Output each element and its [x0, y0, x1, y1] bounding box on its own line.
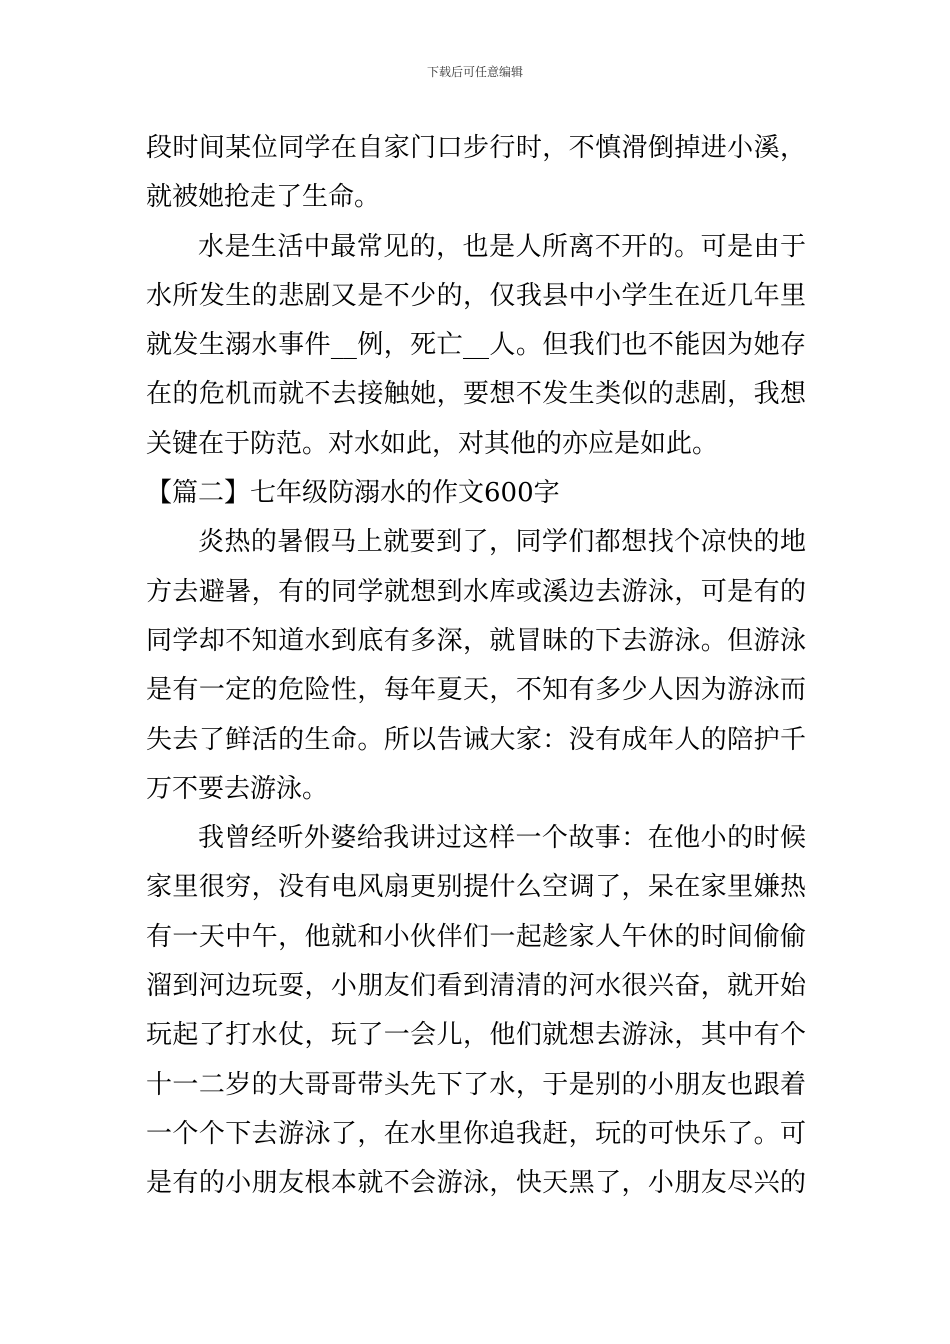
text-line: 在的危机而就不去接触她，要想不发生类似的悲剧，我想: [146, 379, 806, 410]
text-line: 十一二岁的大哥哥带头先下了水，于是别的小朋友也跟着: [146, 1069, 806, 1100]
text-line: 方去避暑，有的同学就想到水库或溪边去游泳，可是有的: [146, 576, 806, 607]
text-line: 关键在于防范。对水如此，对其他的亦应是如此。: [146, 428, 719, 459]
text-line: 一个个下去游泳了，在水里你追我赶，玩的可快乐了。可: [146, 1118, 806, 1149]
page-header: 下载后可任意编辑: [426, 65, 523, 79]
text-line: 同学却不知道水到底有多深，就冒昧的下去游泳。但游泳: [146, 625, 806, 656]
text-line: 玩起了打水仗，玩了一会儿，他们就想去游泳，其中有个: [146, 1020, 806, 1051]
text-line: 【篇二】七年级防溺水的作文600字: [146, 478, 560, 509]
text-line: 是有一定的危险性，每年夏天，不知有多少人因为游泳而: [146, 675, 806, 706]
text-line: 水所发生的悲剧又是不少的，仅我县中小学生在近几年里: [146, 280, 806, 311]
text-line: 就被她抢走了生命。: [146, 182, 381, 213]
text-line: 水是生活中最常见的，也是人所离不开的。可是由于: [198, 231, 806, 262]
text-line: 万不要去游泳。: [146, 773, 329, 804]
text-line: 我曾经听外婆给我讲过这样一个故事：在他小的时候: [198, 823, 806, 854]
text-line: 有一天中午，他就和小伙伴们一起趁家人午休的时间偷偷: [146, 921, 806, 952]
text-line: 就发生溺水事件__例，死亡__人。但我们也不能因为她存: [146, 330, 806, 361]
text-line: 家里很穷，没有电风扇更别提什么空调了，呆在家里嫌热: [146, 872, 806, 903]
text-line: 炎热的暑假马上就要到了，同学们都想找个凉快的地: [198, 527, 806, 558]
text-line: 溜到河边玩耍，小朋友们看到清清的河水很兴奋，就开始: [146, 971, 806, 1002]
document-body: [146, 128, 806, 1213]
text-line: 失去了鲜活的生命。所以告诫大家：没有成年人的陪护千: [146, 724, 806, 755]
text-line: 段时间某位同学在自家门口步行时，不慎滑倒掉进小溪，: [146, 133, 806, 163]
text-line: 是有的小朋友根本就不会游泳，快天黑了，小朋友尽兴的: [146, 1168, 806, 1199]
